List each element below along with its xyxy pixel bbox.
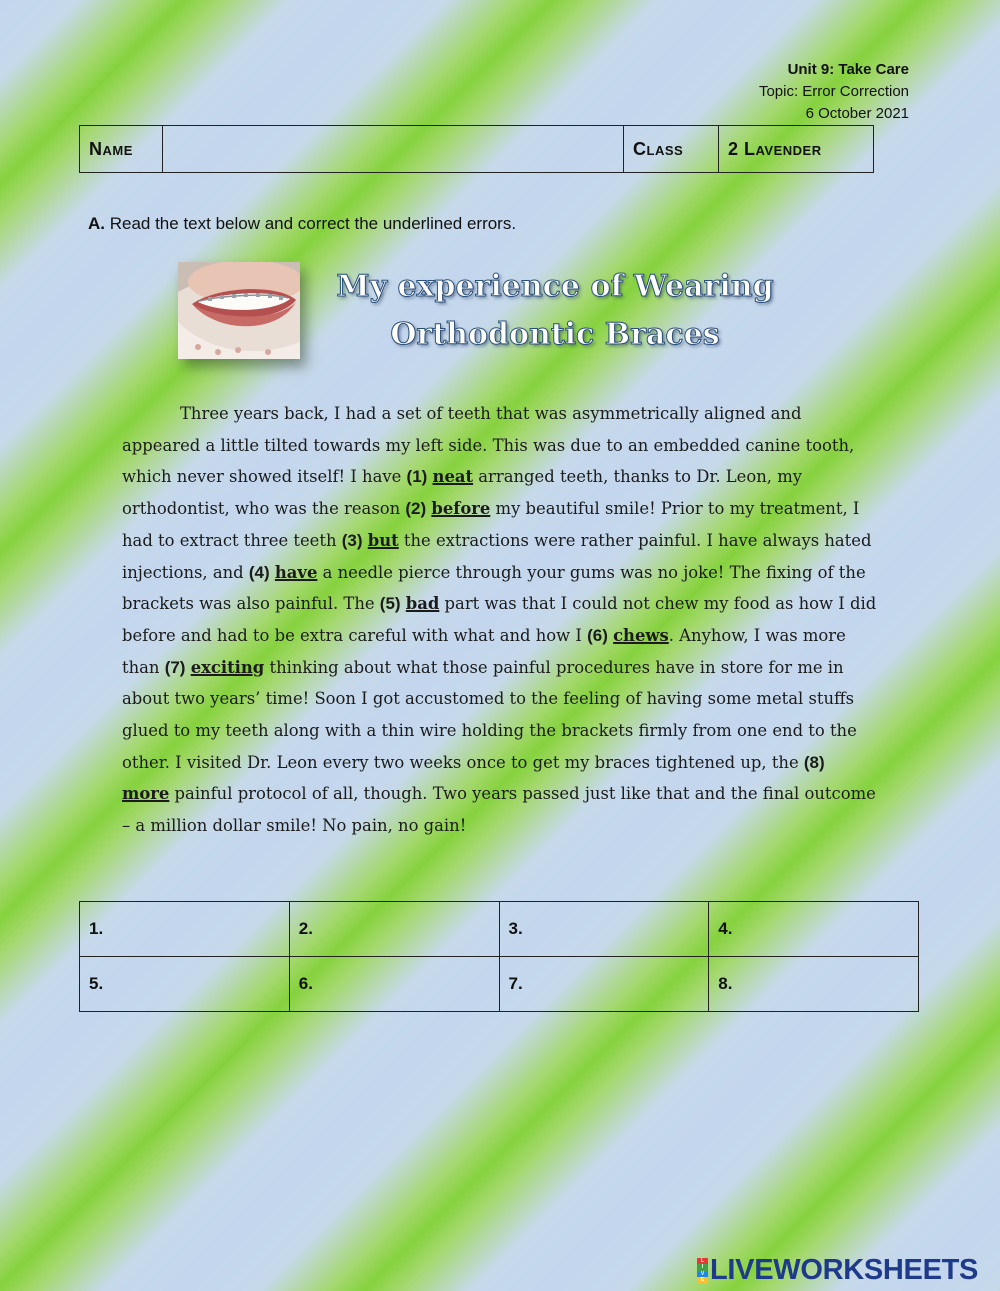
section-letter: A. (88, 214, 105, 233)
live-letters-icon (697, 1258, 708, 1284)
underlined-error-1: neat (432, 467, 474, 487)
instruction-text (88, 214, 516, 234)
underlined-error-4: have (274, 562, 318, 582)
passage-text: my beautiful smile! Prior to my treatment, I had to extract three teeth (122, 499, 860, 550)
error-number-5: (5) (379, 594, 401, 614)
title-line-1: My experience of Wearing (336, 269, 774, 304)
passage-text: a needle pierce through your gums was no joke! The fixing of the brackets was also painful. The (122, 562, 866, 614)
underlined-error-7: exciting (190, 657, 265, 677)
unit-title: Unit 9: Take Care (787, 61, 909, 78)
braces-smile-photo (178, 262, 300, 359)
passage-text: Three years back, I had a set of teeth that was asymmetrically aligned and appeared a little tilted towards my left side. This was due to an embedded canine tooth, which never showed itself! I have (122, 404, 855, 487)
underlined-error-5: bad (405, 594, 440, 614)
error-number-6: (6) (587, 625, 608, 645)
underlined-error-8: more (122, 784, 170, 804)
live-letter-v: V (697, 1271, 708, 1277)
topic-label: Topic: Error Correction (758, 83, 909, 100)
title-line-2: Orthodontic Braces (390, 317, 720, 352)
smile-illustration (178, 262, 300, 359)
passage-text: the extractions were rather painful. I have always hated injections, and (122, 530, 872, 582)
name-field[interactable] (163, 126, 624, 173)
underlined-error-2: before (431, 499, 491, 519)
reading-passage (122, 398, 877, 842)
class-value: 2 Lavender (719, 126, 874, 173)
answer-box-6[interactable]: 6. (289, 957, 499, 1012)
underlined-error-6: chews (613, 625, 669, 645)
error-number-8: (8) (803, 752, 825, 772)
answer-box-5[interactable]: 5. (80, 957, 290, 1012)
class-label: Class (624, 126, 719, 173)
error-number-4: (4) (248, 562, 270, 582)
answer-box-8[interactable]: 8. (709, 957, 919, 1012)
error-number-1: (1) (406, 467, 428, 487)
instruction-body: Read the text below and correct the underlined errors. (105, 214, 517, 233)
answer-box-3[interactable]: 3. (499, 902, 709, 957)
live-letter-e: E (697, 1277, 708, 1283)
error-number-7: (7) (164, 657, 186, 677)
underlined-error-3: but (367, 530, 399, 550)
worksheet-header-info (759, 59, 909, 125)
passage-text: . Anyhow, I was more than (122, 625, 846, 677)
answer-box-4[interactable]: 4. (709, 902, 919, 957)
passage-text: thinking about what those painful procedures have in store for me in about two years’ time! Soon I got accustomed to the feeling of having some metal stuffs glued to my teeth along with a thin wire holding the brackets firmly from one end to the other. I visited Dr. Leon every two weeks once to get my braces tightened up, the (122, 657, 857, 772)
error-number-2: (2) (405, 499, 427, 519)
date-label: 6 October 2021 (805, 105, 909, 122)
answer-box-2[interactable]: 2. (289, 902, 499, 957)
passage-title (300, 263, 810, 359)
answer-table (79, 901, 919, 1012)
logo-wordmark: LIVEWORKSHEETS (710, 1254, 979, 1286)
name-label: Name (80, 126, 163, 173)
passage-text: arranged teeth, thanks to Dr. Leon, my orthodontist, who was the reason (122, 467, 803, 519)
live-letter-l: L (697, 1258, 708, 1264)
liveworksheets-logo[interactable] (697, 1254, 978, 1287)
answer-box-7[interactable]: 7. (499, 957, 709, 1012)
error-number-3: (3) (341, 530, 363, 550)
student-info-table (79, 125, 874, 173)
passage-text: painful protocol of all, though. Two years passed just like that and the final outcome – a million dollar smile! No pain, no gain! (122, 784, 876, 836)
live-letter-i: I (697, 1264, 708, 1270)
answer-box-1[interactable]: 1. (80, 902, 290, 957)
passage-text: part was that I could not chew my food as how I did before and had to be extra careful with what and how I (122, 594, 877, 645)
